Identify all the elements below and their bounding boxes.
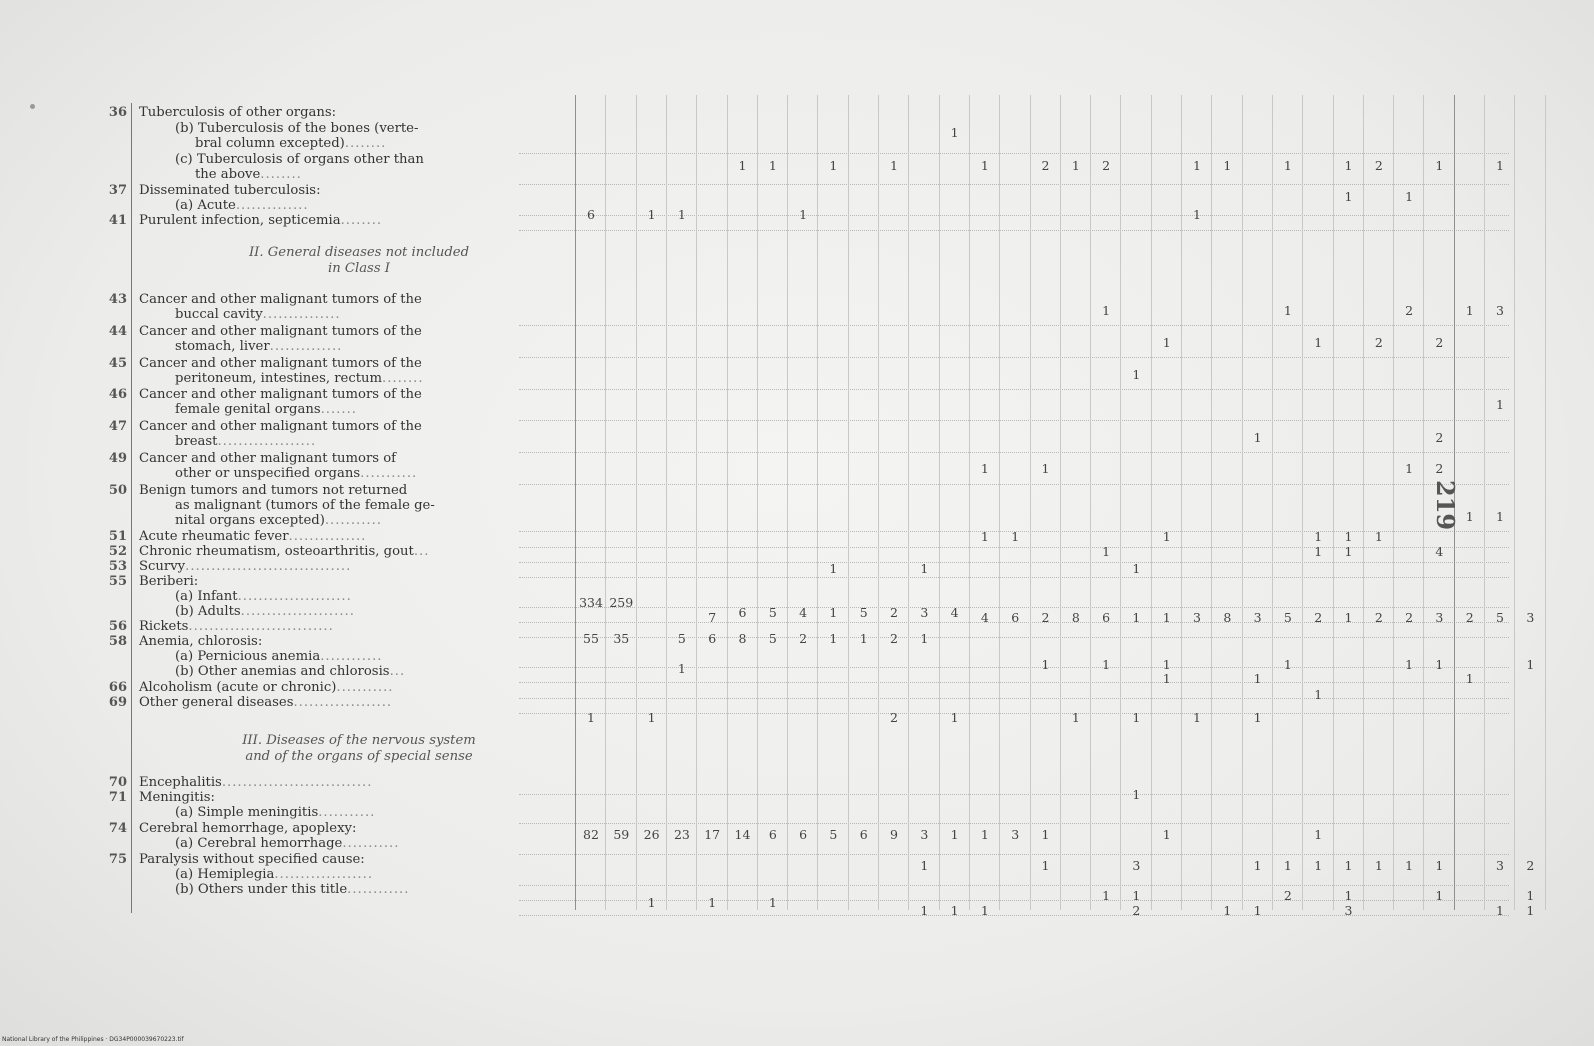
disease-label: Rickets............................ [139,619,334,634]
count-cell: 1 [1344,189,1353,204]
count-cell: 1 [829,605,838,620]
count-cell: 2 [1526,858,1535,873]
count-cell: 1 [1041,827,1050,842]
column-rule [1545,95,1546,910]
column-rule [636,95,637,910]
row-number: 66 [108,680,127,695]
page-number: 219 [1431,480,1460,531]
count-cell: 2 [1465,610,1474,625]
count-cell: 3 [1193,610,1201,625]
disease-label: female genital organs....... [175,402,357,417]
count-cell: 55 [583,631,599,646]
disease-label: Cerebral hemorrhage, apoplexy: [139,821,357,836]
count-cell: 1 [1193,207,1201,222]
count-cell: 1 [1405,657,1414,672]
count-cell: 1 [1162,610,1171,625]
count-cell: 1 [738,158,747,173]
disease-label: (c) Tuberculosis of organs other than [175,152,424,167]
count-cell: 14 [734,827,751,842]
disease-label: (b) Others under this title............ [175,882,410,897]
count-cell: 1 [1132,787,1141,802]
row-number: 50 [108,483,127,498]
count-cell: 6 [708,631,717,646]
count-cell: 5 [1496,610,1504,625]
disease-label: Acute rheumatic fever............... [139,529,367,544]
disease-label: Cancer and other malignant tumors of the [139,387,422,402]
count-cell: 6 [1102,610,1111,625]
count-cell: 6 [799,827,808,842]
disease-label: Benign tumors and tumors not returned [139,483,408,498]
row-number: 43 [108,292,127,307]
column-rule [575,95,576,910]
disease-label: peritoneum, intestines, rectum........ [175,371,424,386]
count-cell: 1 [1132,561,1141,576]
count-cell: 1 [950,125,959,140]
count-cell: 2 [1283,888,1292,903]
column-rule [1484,95,1485,910]
count-cell: 4 [799,605,808,620]
count-cell: 1 [1405,189,1414,204]
count-cell: 2 [1435,461,1444,476]
count-cell: 5 [768,605,777,620]
count-cell: 1 [1344,544,1353,559]
count-cell: 2 [1041,610,1050,625]
count-cell: 17 [704,827,721,842]
row-number-divider [131,103,132,913]
column-rule [999,95,1000,910]
row-number: 55 [108,574,127,589]
count-cell: 35 [613,631,630,646]
count-cell: 5 [859,605,868,620]
count-cell: 9 [890,827,898,842]
count-cell: 2 [1435,335,1444,350]
count-cell: 1 [1223,903,1232,918]
count-cell: 3 [920,605,929,620]
disease-label: Chronic rheumatism, osteoarthritis, gout... [139,544,430,559]
count-cell: 1 [1314,827,1323,842]
count-cell: 8 [1071,610,1080,625]
count-cell: 1 [1496,903,1504,918]
column-rule [1030,95,1031,910]
count-cell: 1 [980,903,989,918]
disease-label: (a) Simple meningitis........... [175,805,376,820]
count-cell: 5 [829,827,838,842]
count-cell: 1 [587,710,595,725]
count-cell: 3 [1496,303,1504,318]
count-cell: 6 [859,827,868,842]
count-cell: 1 [829,158,838,173]
count-cell: 1 [1526,657,1535,672]
column-rule [969,95,970,910]
column-rule [1333,95,1334,910]
count-cell: 1 [1162,657,1171,672]
column-rule [1363,95,1364,910]
column-rule [1090,95,1091,910]
column-rule [1423,95,1424,910]
count-cell: 1 [1314,544,1323,559]
scan-footer: National Library of the Philippines · DG34P000039670223.tif [2,1036,184,1043]
count-cell: 1 [1132,367,1141,382]
margin-mark [30,104,35,109]
row-number: 71 [108,790,127,805]
count-cell: 1 [920,858,929,873]
count-cell: 1 [1253,710,1262,725]
disease-label: as malignant (tumors of the female ge- [175,498,435,513]
count-cell: 3 [1526,610,1535,625]
count-cell: 334 [579,595,603,610]
count-cell: 1 [980,827,989,842]
row-number: 53 [108,559,127,574]
disease-label: (a) Pernicious anemia............ [175,649,383,664]
disease-label: Meningitis: [139,790,215,805]
count-cell: 2 [1041,158,1050,173]
section-header: III. Diseases of the nervous system and of the organs of special sense [242,733,476,764]
count-cell: 1 [1253,671,1262,686]
count-cell: 1 [1283,657,1292,672]
count-cell: 1 [829,631,838,646]
count-cell: 7 [708,610,717,625]
column-rule [1242,95,1243,910]
count-cell: 1 [647,207,656,222]
count-cell: 1 [1283,158,1292,173]
count-cell: 1 [1223,158,1232,173]
disease-label: other or unspecified organs........... [175,466,418,481]
count-cell: 1 [1193,158,1201,173]
disease-label: (b) Tuberculosis of the bones (verte- [175,121,419,136]
count-cell: 1 [1253,903,1262,918]
disease-label: (b) Other anemias and chlorosis... [175,664,406,679]
count-cell: 6 [768,827,777,842]
count-cell: 1 [1465,509,1474,524]
count-cell: 2 [890,631,898,646]
row-number: 37 [108,183,127,198]
disease-label: Encephalitis............................. [139,775,373,790]
count-cell: 6 [587,207,595,222]
count-cell: 2 [1314,610,1323,625]
disease-label: stomach, liver.............. [175,339,343,354]
count-cell: 1 [1526,888,1535,903]
column-rule [1181,95,1182,910]
disease-label: (a) Infant...................... [175,589,352,604]
count-cell: 1 [1314,335,1323,350]
count-cell: 2 [1374,158,1383,173]
count-cell: 1 [1132,710,1141,725]
count-cell: 1 [1041,461,1050,476]
row-number: 52 [108,544,127,559]
mortality-table [95,95,1535,918]
disease-label: (a) Acute.............. [175,198,309,213]
column-rule [696,95,697,910]
column-rule [848,95,849,910]
row-number: 69 [108,695,127,710]
disease-label: Disseminated tuberculosis: [139,183,321,198]
count-cell: 1 [1344,610,1353,625]
count-cell: 1 [1465,303,1474,318]
count-cell: 1 [1253,430,1262,445]
count-cell: 1 [1253,858,1262,873]
count-cell: 1 [980,461,989,476]
column-rule [757,95,758,910]
disease-label: Other general diseases................... [139,695,393,710]
count-cell: 1 [1011,529,1020,544]
count-cell: 2 [890,605,898,620]
disease-label: breast................... [175,434,317,449]
disease-label: Cancer and other malignant tumors of the [139,292,422,307]
count-cell: 1 [1344,158,1353,173]
count-cell: 2 [1102,158,1111,173]
count-cell: 6 [738,605,747,620]
count-cell: 1 [1314,687,1323,702]
count-cell: 3 [1011,827,1020,842]
column-rule [1120,95,1121,910]
column-rule [817,95,818,910]
row-number: 46 [108,387,127,402]
count-cell: 1 [1283,858,1292,873]
count-cell: 1 [768,158,777,173]
count-cell: 1 [799,207,808,222]
count-cell: 1 [980,158,989,173]
row-number: 44 [108,324,127,339]
count-cell: 1 [1496,158,1504,173]
count-cell: 1 [1162,335,1171,350]
count-cell: 1 [1102,544,1111,559]
disease-label: nital organs excepted)........... [175,513,382,528]
column-rule [908,95,909,910]
disease-label: the above........ [195,167,302,182]
count-cell: 1 [1193,710,1201,725]
count-cell: 1 [708,895,717,910]
count-cell: 1 [1344,858,1353,873]
count-cell: 5 [768,631,777,646]
count-cell: 1 [647,895,656,910]
count-cell: 59 [613,827,630,842]
count-cell: 3 [1496,858,1504,873]
count-cell: 1 [1344,888,1353,903]
count-cell: 1 [1162,529,1171,544]
row-number: 75 [108,852,127,867]
disease-label: (a) Hemiplegia................... [175,867,374,882]
disease-label: (b) Adults...................... [175,604,355,619]
count-cell: 3 [1132,858,1141,873]
count-cell: 1 [1496,509,1504,524]
count-cell: 4 [950,605,959,620]
count-cell: 1 [1374,529,1383,544]
row-number: 56 [108,619,127,634]
row-number: 74 [108,821,127,836]
count-cell: 1 [1071,710,1080,725]
column-rule [878,95,879,910]
disease-label: Tuberculosis of other organs: [139,105,337,120]
count-cell: 1 [1405,858,1414,873]
count-cell: 3 [1435,610,1444,625]
count-cell: 1 [950,903,959,918]
count-cell: 1 [1041,858,1050,873]
count-cell: 1 [1435,158,1444,173]
count-cell: 3 [1253,610,1262,625]
count-cell: 2 [1405,610,1414,625]
row-number: 58 [108,634,127,649]
count-cell: 1 [1283,303,1292,318]
disease-label: bral column excepted)........ [195,136,387,151]
disease-label: Alcoholism (acute or chronic)........... [139,680,394,695]
column-rule [605,95,606,910]
row-number: 70 [108,775,127,790]
column-rule [727,95,728,910]
count-cell: 1 [768,895,777,910]
column-rule [1272,95,1273,910]
count-cell: 259 [609,595,634,610]
count-cell: 2 [1435,430,1444,445]
count-cell: 1 [677,207,686,222]
column-rule [787,95,788,910]
count-cell: 5 [677,631,686,646]
disease-label: Cancer and other malignant tumors of the [139,356,422,371]
count-cell: 1 [647,710,656,725]
count-cell: 1 [1496,397,1504,412]
count-cell: 1 [1102,657,1111,672]
count-cell: 1 [1435,858,1444,873]
count-cell: 1 [980,529,989,544]
count-cell: 1 [1435,888,1444,903]
count-cell: 1 [950,827,959,842]
row-number: 51 [108,529,127,544]
count-cell: 1 [1041,657,1050,672]
count-cell: 2 [1374,335,1383,350]
column-rule [1514,95,1515,910]
count-cell: 1 [829,561,838,576]
count-cell: 26 [643,827,660,842]
count-cell: 1 [1435,657,1444,672]
count-grid [575,95,1535,918]
count-cell: 2 [1405,303,1414,318]
disease-label: Purulent infection, septicemia........ [139,213,383,228]
count-cell: 1 [1162,827,1171,842]
disease-label: Anemia, chlorosis: [139,634,263,649]
count-cell: 23 [673,827,690,842]
count-cell: 8 [738,631,747,646]
count-cell: 1 [1132,610,1141,625]
count-cell: 3 [920,827,929,842]
count-cell: 4 [980,610,989,625]
count-cell: 1 [920,631,929,646]
row-number: 49 [108,451,127,466]
count-cell: 2 [1374,610,1383,625]
count-cell: 1 [1526,903,1535,918]
count-cell: 8 [1223,610,1232,625]
count-cell: 1 [950,710,959,725]
count-cell: 1 [920,561,929,576]
disease-label: Cancer and other malignant tumors of the [139,419,422,434]
count-cell: 1 [1132,888,1141,903]
column-rule [1151,95,1152,910]
row-number: 36 [108,105,127,120]
count-cell: 2 [890,710,898,725]
disease-label: Cancer and other malignant tumors of the [139,324,422,339]
count-cell: 1 [1162,671,1171,686]
column-rule [1302,95,1303,910]
count-cell: 4 [1435,544,1444,559]
count-cell: 82 [583,827,599,842]
disease-label: buccal cavity............... [175,307,341,322]
count-cell: 2 [1132,903,1141,918]
count-cell: 1 [920,903,929,918]
count-cell: 5 [1283,610,1292,625]
count-cell: 1 [1465,671,1474,686]
disease-label: Cancer and other malignant tumors of [139,451,397,466]
count-cell: 6 [1011,610,1020,625]
count-cell: 1 [1314,529,1323,544]
disease-label: Beriberi: [139,574,199,589]
disease-label: Scurvy................................ [139,559,352,574]
column-rule [666,95,667,910]
count-cell: 1 [1314,858,1323,873]
disease-label: Paralysis without specified cause: [139,852,365,867]
count-cell: 1 [859,631,868,646]
column-rule [1211,95,1212,910]
disease-label: (a) Cerebral hemorrhage........... [175,836,400,851]
column-rule [1060,95,1061,910]
count-cell: 1 [1102,888,1111,903]
count-cell: 3 [1344,903,1353,918]
row-number: 41 [108,213,127,228]
count-cell: 1 [677,661,686,676]
column-rule [1393,95,1394,910]
column-rule [939,95,940,910]
count-cell: 1 [1102,303,1111,318]
count-cell: 1 [890,158,898,173]
row-number: 47 [108,419,127,434]
count-cell: 1 [1374,858,1383,873]
count-cell: 1 [1405,461,1414,476]
count-cell: 1 [1071,158,1080,173]
count-cell: 1 [1344,529,1353,544]
row-number: 45 [108,356,127,371]
count-cell: 2 [799,631,808,646]
section-header: II. General diseases not included in Class I [248,245,470,276]
dotted-leader [519,915,1509,917]
